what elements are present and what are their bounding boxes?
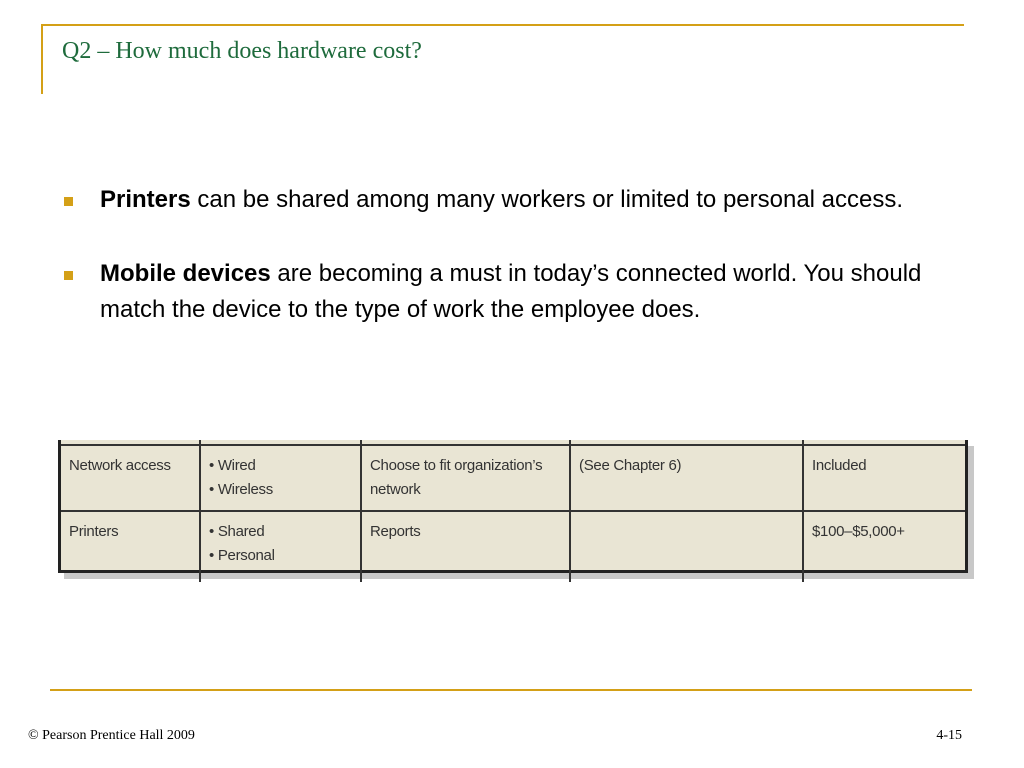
square-bullet-icon xyxy=(64,271,73,280)
table-cell-notes: (See Chapter 6) xyxy=(570,445,803,511)
bullet-mobile-devices xyxy=(62,256,982,328)
footer-rule xyxy=(50,689,972,691)
option-line: • Personal xyxy=(209,547,275,564)
table-cell-item: Printers xyxy=(61,511,200,582)
bullet-text: are becoming a must in today’s connected world. You should match the device to the type of work the employee does. xyxy=(100,260,922,323)
title-rule-top xyxy=(42,24,964,26)
table-cell-notes xyxy=(570,511,803,582)
option-line: • Wired xyxy=(209,457,256,474)
bullet-list xyxy=(62,182,982,366)
bullet-bold-term: Printers xyxy=(100,186,191,213)
option-line: • Shared xyxy=(209,523,265,540)
bullet-bold-term: Mobile devices xyxy=(100,260,271,287)
bullet-text: can be shared among many workers or limited to personal access. xyxy=(190,186,904,213)
title-rule-left xyxy=(41,24,43,94)
table-row xyxy=(61,511,965,582)
table-cell-use: Choose to fit organization’s network xyxy=(361,445,570,511)
footer-copyright: © Pearson Prentice Hall 2009 xyxy=(28,728,195,743)
option-line: • Wireless xyxy=(209,481,273,498)
table-cell-options xyxy=(200,445,361,511)
footer-page-number: 4-15 xyxy=(936,728,962,743)
hardware-table xyxy=(61,440,965,582)
hardware-cost-table xyxy=(58,440,968,573)
table-row xyxy=(61,445,965,511)
bullet-printers xyxy=(62,182,982,218)
table-cell-options xyxy=(200,511,361,582)
slide-title: Q2 – How much does hardware cost? xyxy=(62,38,422,64)
table-cell-cost: Included xyxy=(803,445,965,511)
table-cell-item: Network access xyxy=(61,445,200,511)
square-bullet-icon xyxy=(64,197,73,206)
table-cell-use: Reports xyxy=(361,511,570,582)
table-cell-cost: $100–$5,000+ xyxy=(812,523,905,540)
